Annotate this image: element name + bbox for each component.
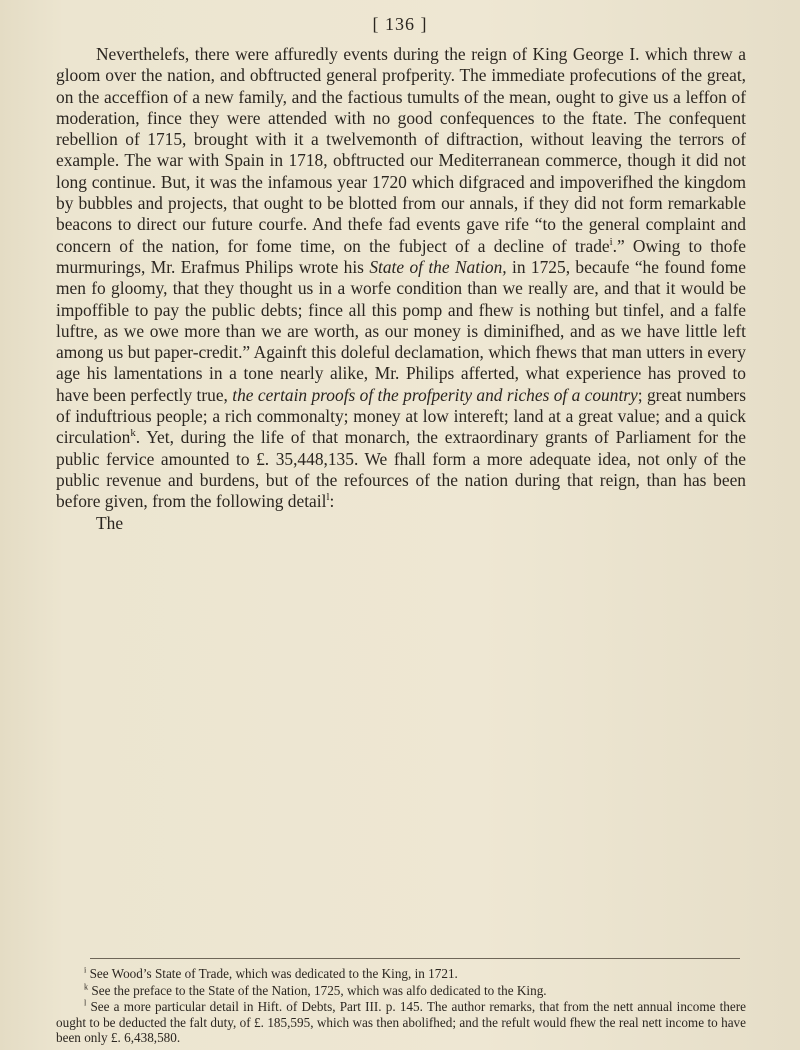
footnote-mark: l: [84, 998, 87, 1008]
footnote-text: See Wood’s State of Trade, which was dedicated to the King, in 1721.: [89, 966, 458, 981]
paragraph-text: .” Owing to thofe murmurings, Mr. Erafmus Philips wrote his: [56, 235, 746, 277]
footnote: [56, 966, 746, 982]
footnote-mark: i: [84, 965, 87, 975]
footnote-text: See a more particular detail in Hift. of Debts, Part III. p. 145. The author remarks, that from the nett annual income there ought to be deducted the falt duty, of £. 185,595, which was then abolifhed; and the refult would fhew the real nett income to have been only £. 6,438,580.: [56, 999, 746, 1046]
italic-title: State of the Nation,: [369, 256, 507, 277]
paragraph-text: :: [329, 491, 335, 512]
page-number: [ 136 ]: [372, 14, 428, 34]
footnote-text: See the preface to the State of the Nation, 1725, which was alfo dedicated to the King.: [91, 982, 547, 998]
footnote: [56, 999, 746, 1046]
paragraph-text: ; great numbers of induftrious people; a rich commonalty; money at low intereft; land at a great value; and a quick circulation: [56, 384, 746, 448]
main-paragraph: [56, 44, 746, 513]
footnote-ref: k: [130, 427, 136, 440]
italic-title: the certain proofs of the profperity and riches of a country: [232, 384, 638, 405]
paragraph-text: in 1725, becaufe “he found fome men fo gloomy, that they thought us in a worfe condition than we really are, and that it would be impoffible to pay the public debts; fince all this pomp and fhew is nothing but tinfel, and a falfe luftre, as we owe more than we are worth, as our money is diminifhed, and as we have little left among us but paper-credit.” Againft this doleful declamation, which fhews that man utters in every age his lamentations in a tone nearly alike, Mr. Philips afferted, what experience has proved to have been perfectly true,: [56, 256, 746, 405]
footnote-mark: k: [84, 982, 89, 992]
footnotes: [56, 966, 746, 1047]
footnote-divider: [90, 958, 740, 959]
footnote-ref: l: [326, 491, 330, 504]
footnote: [56, 983, 746, 999]
paragraph-text: . Yet, during the life of that monarch, the extraordinary grants of Parliament for the public fervice amounted to £. 35,448,135. We fhall form a more adequate idea, not only of the public revenue and burdens, but of the refources of the nation during that reign, than has been before given, from the following detail: [56, 427, 746, 512]
paragraph-text: Neverthelefs, there were affuredly events during the reign of King George I. which threw a gloom over the nation, and obftructed general profperity. The immediate profecutions of the great, on the acceffion of a new family, and the factious tumults of the mean, ought to give us a leffon of moderation, fince they were attended with no good confequences to the ftate. The confequent rebellion of 1715, brought with it a twelvemonth of diftraction, without leaving the terrors of example. The war with Spain in 1718, obftructed our Mediterranean commerce, though it did not long continue. But, it was the infamous year 1720 which difgraced and impoverifhed the kingdom by bubbles and projects, that ought to be blotted from our annals, if they did not form remarkable beacons to direct our future courfe. And thefe fad events gave rife “to the general complaint and concern of the nation, for fome time, on the fubject of a decline of trade: [56, 44, 746, 256]
catchword: The: [96, 512, 124, 533]
footnote-ref: i: [609, 235, 613, 248]
body-text: [56, 44, 746, 534]
